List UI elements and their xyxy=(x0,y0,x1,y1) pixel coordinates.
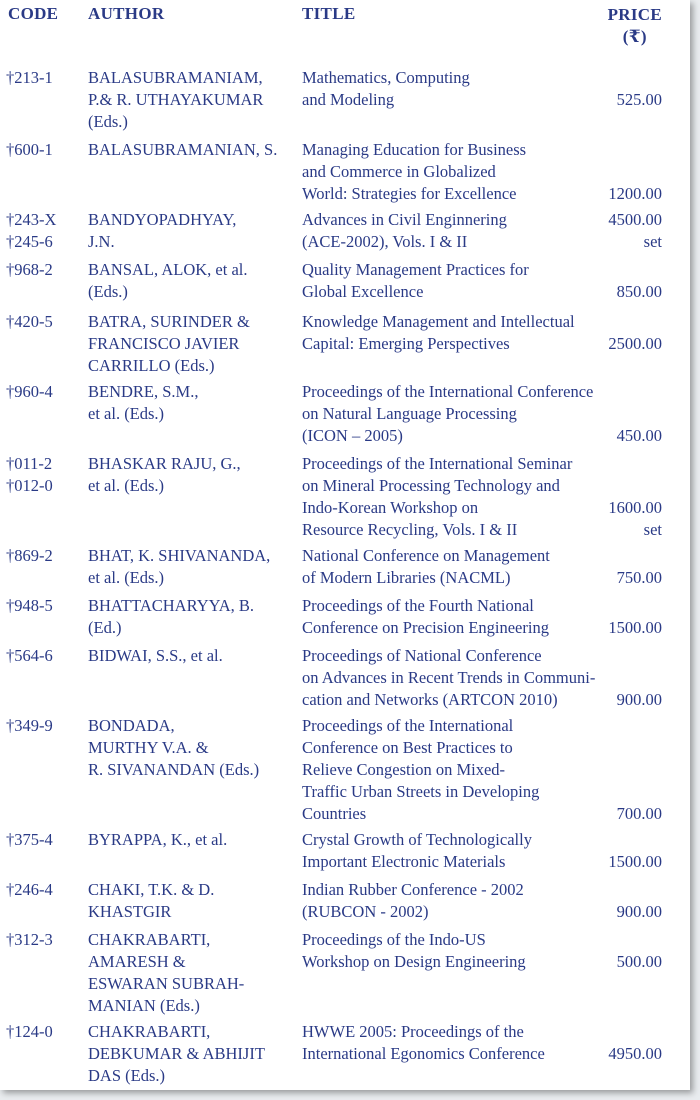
book-code xyxy=(6,829,53,851)
book-author-line: J.N. xyxy=(88,232,115,251)
book-price xyxy=(608,1043,662,1065)
book-code-line: †124-0 xyxy=(6,1022,53,1041)
book-author-line: BALASUBRAMANIAN, S. xyxy=(88,140,278,159)
book-title-line: on Advances in Recent Trends in Communi- xyxy=(302,668,596,687)
book-author-line: BONDADA, xyxy=(88,716,175,735)
book-author-line: MANIAN (Eds.) xyxy=(88,996,200,1015)
book-code xyxy=(6,715,53,737)
book-code-line: †948-5 xyxy=(6,596,53,615)
book-title-line: Proceedings of the Fourth National xyxy=(302,596,534,615)
book-title-line: Indo-Korean Workshop on xyxy=(302,498,479,517)
book-price xyxy=(608,497,662,541)
book-title-line: (ACE-2002), Vols. I & II xyxy=(302,232,468,251)
book-code xyxy=(6,259,53,281)
book-title-line: of Modern Libraries (NACML) xyxy=(302,568,511,587)
book-code xyxy=(6,645,53,667)
book-author-line: CHAKRABARTI, xyxy=(88,1022,211,1041)
book-author xyxy=(88,1021,298,1087)
book-title-line: on Mineral Processing Technology and xyxy=(302,476,560,495)
book-author-line: R. SIVANANDAN (Eds.) xyxy=(88,760,260,779)
book-price xyxy=(617,803,662,825)
book-price-line: 4950.00 xyxy=(608,1044,662,1063)
book-title-line: Proceedings of the International Conference xyxy=(302,382,594,401)
book-title-line: Proceedings of the International xyxy=(302,716,514,735)
book-title xyxy=(302,311,614,355)
book-author-line: DEBKUMAR & ABHIJIT xyxy=(88,1044,265,1063)
book-title-line: Crystal Growth of Technologically xyxy=(302,830,532,849)
book-code-line: †869-2 xyxy=(6,546,53,565)
book-title-line: on Natural Language Processing xyxy=(302,404,517,423)
book-author-line: et al. (Eds.) xyxy=(88,568,165,587)
header-author: AUTHOR xyxy=(88,4,165,23)
book-title xyxy=(302,595,614,639)
book-author-line: (Ed.) xyxy=(88,618,122,637)
book-author-line: BYRAPPA, K., et al. xyxy=(88,830,228,849)
book-price-line: 900.00 xyxy=(616,690,662,709)
book-author xyxy=(88,259,298,303)
book-code xyxy=(6,209,56,253)
book-title xyxy=(302,209,614,253)
book-price-line: 750.00 xyxy=(616,568,662,587)
book-author xyxy=(88,829,298,851)
book-code xyxy=(6,1021,53,1043)
book-title-line: Proceedings of the International Seminar xyxy=(302,454,573,473)
book-author xyxy=(88,715,298,781)
book-price xyxy=(608,851,662,873)
book-title-line: Resource Recycling, Vols. I & II xyxy=(302,520,518,539)
book-title-line: Important Electronic Materials xyxy=(302,852,506,871)
book-price xyxy=(617,425,662,447)
book-title-line: International Egonomics Conference xyxy=(302,1044,545,1063)
book-title-line: cation and Networks (ARTCON 2010) xyxy=(302,690,558,709)
book-code-line: †243-X xyxy=(6,210,57,229)
book-author xyxy=(88,453,298,497)
book-author-line: et al. (Eds.) xyxy=(88,476,165,495)
book-code xyxy=(6,67,53,89)
book-price xyxy=(617,901,662,923)
book-title-line: Countries xyxy=(302,804,367,823)
book-code-line: †213-1 xyxy=(6,68,53,87)
book-title-line: Conference on Precision Engineering xyxy=(302,618,549,637)
book-title-line: Indian Rubber Conference - 2002 xyxy=(302,880,524,899)
book-author-line: DAS (Eds.) xyxy=(88,1066,165,1085)
book-author-line: ESWARAN SUBRAH- xyxy=(88,974,245,993)
book-author-line: BHASKAR RAJU, G., xyxy=(88,454,241,473)
book-title-line: (ICON – 2005) xyxy=(302,426,403,445)
book-author-line: MURTHY V.A. & xyxy=(88,738,209,757)
book-author xyxy=(88,929,298,1017)
book-title-line: Managing Education for Business xyxy=(302,140,527,159)
book-author xyxy=(88,645,298,667)
book-code-line: †968-2 xyxy=(6,260,53,279)
book-author-line: BALASUBRAMANIAM, xyxy=(88,68,263,87)
book-code-line: †312-3 xyxy=(6,930,53,949)
book-title-line: Relieve Congestion on Mixed- xyxy=(302,760,506,779)
book-code-line: †245-6 xyxy=(6,232,53,251)
book-author-line: CARRILLO (Eds.) xyxy=(88,356,215,375)
book-title-line: Capital: Emerging Perspectives xyxy=(302,334,510,353)
book-code xyxy=(6,545,53,567)
book-title-line: and Modeling xyxy=(302,90,395,109)
book-price-line: 2500.00 xyxy=(608,334,662,353)
book-title-line: National Conference on Management xyxy=(302,546,550,565)
book-price-line: set xyxy=(643,232,662,251)
book-author xyxy=(88,545,298,589)
book-title xyxy=(302,545,614,589)
book-price xyxy=(608,333,662,355)
book-price-line: 1500.00 xyxy=(608,852,662,871)
book-author-line: (Eds.) xyxy=(88,282,128,301)
book-code-line: †564-6 xyxy=(6,646,53,665)
book-title-line: Traffic Urban Streets in Developing xyxy=(302,782,540,801)
book-code xyxy=(6,311,53,333)
book-price-line: 1500.00 xyxy=(608,618,662,637)
book-author-line: FRANCISCO JAVIER xyxy=(88,334,240,353)
book-author-line: BENDRE, S.M., xyxy=(88,382,199,401)
book-price-line: 1200.00 xyxy=(608,184,662,203)
book-author xyxy=(88,595,298,639)
book-author-line: P.& R. UTHAYAKUMAR xyxy=(88,90,264,109)
book-code xyxy=(6,595,53,617)
book-title xyxy=(302,1021,614,1065)
book-author-line: (Eds.) xyxy=(88,112,128,131)
book-price-line: 500.00 xyxy=(616,952,662,971)
book-author xyxy=(88,139,298,161)
book-code-line: †349-9 xyxy=(6,716,53,735)
book-title-line: (RUBCON - 2002) xyxy=(302,902,429,921)
book-author-line: BATRA, SURINDER & xyxy=(88,312,250,331)
book-title-line: HWWE 2005: Proceedings of the xyxy=(302,1022,524,1041)
header-title: TITLE xyxy=(302,4,356,23)
book-author xyxy=(88,311,298,377)
book-price xyxy=(617,951,662,973)
book-title-line: Workshop on Design Engineering xyxy=(302,952,526,971)
book-title xyxy=(302,715,614,825)
book-title-line: Knowledge Management and Intellectual xyxy=(302,312,575,331)
book-title xyxy=(302,929,614,973)
book-title xyxy=(302,139,614,205)
book-author-line: et al. (Eds.) xyxy=(88,404,165,423)
book-price xyxy=(617,689,662,711)
book-price-line: 850.00 xyxy=(616,282,662,301)
book-price-line: 700.00 xyxy=(616,804,662,823)
book-price xyxy=(608,617,662,639)
book-price xyxy=(608,209,662,253)
book-author xyxy=(88,209,298,253)
book-code xyxy=(6,139,53,161)
book-code xyxy=(6,929,53,951)
book-title xyxy=(302,259,614,303)
book-price-line: 525.00 xyxy=(616,90,662,109)
book-price xyxy=(617,89,662,111)
book-title-line: Conference on Best Practices to xyxy=(302,738,513,757)
book-code-line: †375-4 xyxy=(6,830,53,849)
book-price-line: 900.00 xyxy=(616,902,662,921)
book-title-line: Proceedings of the Indo-US xyxy=(302,930,486,949)
book-author-line: BHATTACHARYYA, B. xyxy=(88,596,254,615)
book-price xyxy=(608,183,662,205)
book-code-line: †960-4 xyxy=(6,382,53,401)
book-title-line: Advances in Civil Enginnering xyxy=(302,210,507,229)
header-price-label: PRICE xyxy=(607,5,662,24)
book-price-line: 4500.00 xyxy=(608,210,662,229)
book-title-line: Global Excellence xyxy=(302,282,424,301)
book-title-line: Proceedings of National Conference xyxy=(302,646,542,665)
book-author-line: BANDYOPADHYAY, xyxy=(88,210,237,229)
book-author-line: AMARESH & xyxy=(88,952,186,971)
book-title xyxy=(302,879,614,923)
book-code-line: †012-0 xyxy=(6,476,53,495)
book-author-line: CHAKRABARTI, xyxy=(88,930,211,949)
book-author xyxy=(88,67,298,133)
book-author-line: BHAT, K. SHIVANANDA, xyxy=(88,546,271,565)
book-title xyxy=(302,645,614,711)
book-code-line: †246-4 xyxy=(6,880,53,899)
book-author-line: BANSAL, ALOK, et al. xyxy=(88,260,248,279)
book-price-line: set xyxy=(643,520,662,539)
book-title-line: World: Strategies for Excellence xyxy=(302,184,517,203)
header-price-currency: (₹) xyxy=(622,27,647,46)
book-code-line: †011-2 xyxy=(6,454,53,473)
book-author-line: CHAKI, T.K. & D. xyxy=(88,880,215,899)
header-price xyxy=(608,4,662,48)
book-code xyxy=(6,453,53,497)
book-author-line: BIDWAI, S.S., et al. xyxy=(88,646,223,665)
book-title-line: Quality Management Practices for xyxy=(302,260,529,279)
book-title xyxy=(302,453,614,541)
book-code xyxy=(6,381,53,403)
book-title xyxy=(302,67,614,111)
book-author xyxy=(88,381,298,425)
book-title xyxy=(302,829,614,873)
book-author xyxy=(88,879,298,923)
book-author-line: KHASTGIR xyxy=(88,902,172,921)
header-code: CODE xyxy=(8,4,59,23)
book-price xyxy=(617,281,662,303)
book-title-line: and Commerce in Globalized xyxy=(302,162,496,181)
book-code-line: †420-5 xyxy=(6,312,53,331)
book-title-line: Mathematics, Computing xyxy=(302,68,470,87)
book-code xyxy=(6,879,53,901)
book-price-line: 1600.00 xyxy=(608,498,662,517)
book-title xyxy=(302,381,614,447)
book-price-line: 450.00 xyxy=(616,426,662,445)
book-code-line: †600-1 xyxy=(6,140,53,159)
book-price xyxy=(617,567,662,589)
